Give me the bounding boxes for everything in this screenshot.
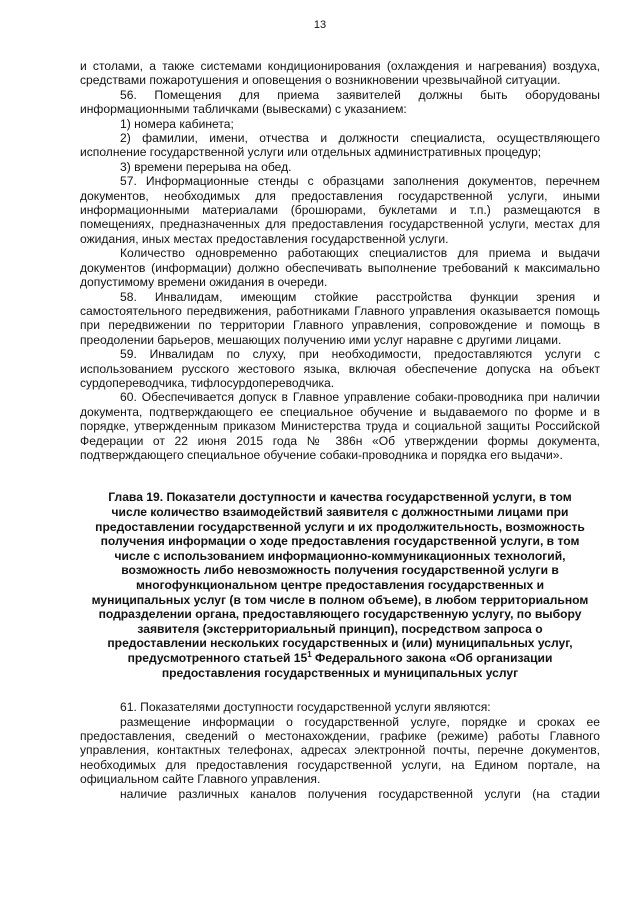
chapter-heading (80, 490, 600, 680)
list-item-3: 3) времени перерыва на обед. (120, 159, 292, 174)
list-item-1: 1) номера кабинета; (120, 116, 234, 131)
paragraph-56: 56. Помещения для приема заявителей должны быть оборудованы информационными табличками (вывесками) с указанием: (80, 87, 600, 117)
paragraph-info-placement: размещение информации о государственной услуге, порядке и сроках ее предоставления, сведений о местонахождении, графике (режиме) работы Главного управления, контактных телефонах, адресах электронной почты, перечне документов, необходимых для предоставления государственной услуги, на Едином портале, на официальном сайте Главного управления. (80, 714, 600, 787)
paragraph-58: 58. Инвалидам, имеющим стойкие расстройства функции зрения и самостоятельного передвижения, работниками Главного управления оказывается помощь при передвижении по территории Главного управления, сопровождение и помощь в преодолении барьеров, мешающих получению ими услуг наравне с другими лицами. (80, 289, 600, 347)
paragraph-57: 57. Информационные стенды с образцами заполнения документов, перечнем документов, необходимых для предоставления государственной услуги, иными информационными материалами (брошюрами, буклетами и т.п.) размещаются в помещениях, предназначенных для предоставления государственной услуги, местах для ожидания, иных местах предоставления государственной услуги. (80, 174, 600, 246)
page-number: 13 (313, 19, 327, 31)
paragraph-61: 61. Показателями доступности государственной услуги являются: (120, 700, 491, 715)
paragraph-59: 59. Инвалидам по слуху, при необходимости, предоставляются услуги с использованием русского жестового языка, включая обеспечение допуска на объект сурдопереводчика, тифлосурдопереводчика. (80, 347, 600, 390)
chapter-heading-text: Глава 19. Показатели доступности и качества государственной услуги, в том числе количество взаимодействий заявителя с должностными лицами при предоставлении государственной услуги и их продолжительность, возможность получения информации о ходе предоставления государственной услуги, в том числе с использованием информационно-коммуникационных технологий, возможность либо невозможность получения государственной услуги в многофункциональном центре предоставления государственных и муниципальных услуг (в том числе в полном объеме), в любом территориальном подразделении органа, предоставляющего государственную услугу, по выбору заявителя (экстерриториальный принцип), посредством запроса о предоставлении нескольких государственных и (или) муниципальных услуг, предусмотренного статьей 15 (91, 490, 589, 665)
chapter-heading-superscript: 1 (307, 649, 312, 659)
chapter-heading-text-end: Федерального закона «Об организации предоставления государственных и муниципальных услуг (161, 650, 553, 680)
paragraph-staff-count: Количество одновременно работающих специалистов для приема и выдачи документов (информации) должно обеспечивать выполнение требований к максимально допустимому времени ожидания в очереди. (80, 246, 600, 290)
paragraph-continuation: и столами, а также системами кондиционирования (охлаждения и нагревания) воздуха, средствами пожаротушения и оповещения о возникновении чрезвычайной ситуации. (80, 59, 600, 88)
list-item-2: 2) фамилии, имени, отчества и должности специалиста, осуществляющего исполнение государственной услуги или отдельных административных процедур; (80, 131, 600, 160)
paragraph-channels: наличие различных каналов получения государственной услуги (на стадии (120, 786, 600, 801)
paragraph-60: 60. Обеспечивается допуск в Главное управление собаки-проводника при наличии документа, подтверждающего ее специальное обучение и выдаваемого по форме и в порядке, утвержденным приказом Министерства труда и социальной защиты Российской Федерации от 22 июня 2015 года № 386н «Об утверждении формы документа, подтверждающего специальное обучение собаки-проводника и порядка его выдачи». (80, 390, 600, 462)
document-body (80, 59, 600, 801)
